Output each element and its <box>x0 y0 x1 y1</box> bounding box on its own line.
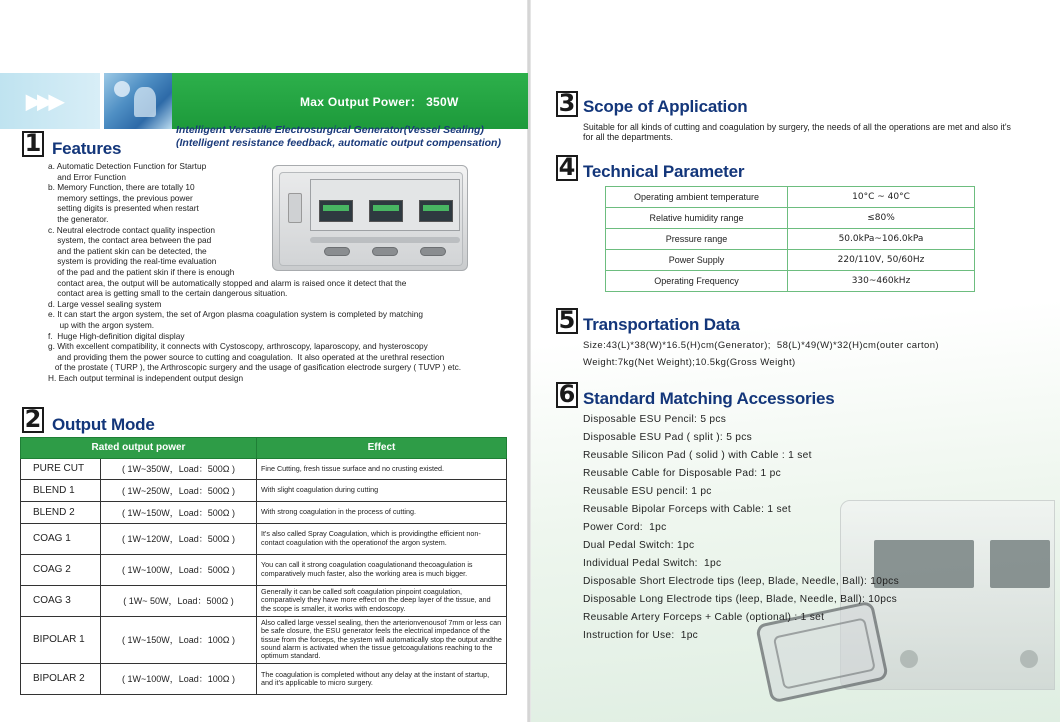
feature-line: of the pad and the patient skin if there is enough <box>48 267 235 277</box>
section-number-5: 5 <box>556 308 578 334</box>
table-row <box>21 480 507 502</box>
feature-line: system is providing the real-time evaluation <box>48 256 217 267</box>
mode-cell: COAG 1 <box>21 523 101 554</box>
feature-line: a. Automatic Detection Function for Startup <box>48 161 207 171</box>
mode-cell: BIPOLAR 1 <box>21 616 101 663</box>
table-row <box>606 250 975 271</box>
power-cell: ( 1W~100W，Load：500Ω ) <box>101 554 257 585</box>
param-value: 220/110V, 50/60Hz <box>788 250 975 271</box>
param-value: 50.0kPa~106.0kPa <box>788 229 975 250</box>
power-cell: ( 1W~ 50W，Load：500Ω ) <box>101 585 257 616</box>
section-number-6: 6 <box>556 382 578 408</box>
effect-cell: With slight coagulation during cutting <box>257 480 507 502</box>
param-label: Operating Frequency <box>606 271 788 292</box>
feature-line: d. Large vessel sealing system <box>48 298 162 309</box>
section-title-output-mode: Output Mode <box>52 415 155 434</box>
table-row <box>21 523 507 554</box>
table-row <box>21 663 507 694</box>
table-row <box>21 554 507 585</box>
list-item: Disposable ESU Pencil: 5 pcs <box>583 414 727 425</box>
list-item: Disposable Long Electrode tips (leep, Blade, Needle, Ball): 10pcs <box>583 594 897 605</box>
feature-line: system, the contact area between the pad <box>48 235 212 246</box>
list-item: Reusable Cable for Disposable Pad: 1 pc <box>583 468 782 479</box>
list-item: Individual Pedal Switch: 1pc <box>583 558 722 569</box>
effect-cell: Fine Cutting, fresh tissue surface and no crusting existed. <box>257 458 507 480</box>
section-number-1: 1 <box>22 131 44 157</box>
effect-cell: You can call it strong coagulation coagulationand thecoagulation is comparatively much faster, also the working area is much bigger. <box>257 554 507 585</box>
mode-cell: BLEND 2 <box>21 501 101 523</box>
table-row <box>606 271 975 292</box>
feature-line: and the patient skin can be detected, the <box>48 245 207 256</box>
mode-cell: COAG 3 <box>21 585 101 616</box>
section-number-4: 4 <box>556 155 578 181</box>
param-label: Pressure range <box>606 229 788 250</box>
technical-parameter-table <box>605 186 975 292</box>
table-row <box>606 187 975 208</box>
surgery-photo <box>104 73 172 129</box>
transport-size: Size:43(L)*38(W)*16.5(H)cm(Generator); 58(L)*49(W)*32(H)cm(outer carton) <box>583 340 939 351</box>
output-mode-table <box>20 437 507 695</box>
param-value: 330~460kHz <box>788 271 975 292</box>
mode-cell: BIPOLAR 2 <box>21 663 101 694</box>
list-item: Instruction for Use: 1pc <box>583 630 699 641</box>
section-title-transportation: Transportation Data <box>583 315 740 334</box>
list-item: Disposable ESU Pad ( split ): 5 pcs <box>583 432 753 443</box>
param-value: ≤80% <box>788 208 975 229</box>
list-item: Reusable Silicon Pad ( solid ) with Cable : 1 set <box>583 450 812 461</box>
table-row <box>21 458 507 480</box>
table-row <box>21 616 507 663</box>
param-label: Power Supply <box>606 250 788 271</box>
feature-line: contact area, the output will be automatically stopped and alarm is raised once it detect that the <box>48 277 407 288</box>
list-item: Reusable Artery Forceps + Cable (optional) : 1 set <box>583 612 825 623</box>
feature-line: f. Huge High-definition digital display <box>48 330 185 341</box>
generator-device-image <box>272 165 468 271</box>
scope-description: Suitable for all kinds of cutting and coagulation by surgery, the needs of all the operations are met and also it's for all the departments. <box>583 122 1011 143</box>
table-row <box>21 501 507 523</box>
chevron-arrows-icon: ▶▶▶ <box>26 91 61 113</box>
feature-line: H. Each output terminal is independent output design <box>48 373 244 383</box>
mode-cell: PURE CUT <box>21 458 101 480</box>
mode-cell: BLEND 1 <box>21 480 101 502</box>
mode-cell: COAG 2 <box>21 554 101 585</box>
feature-line: and Error Function <box>48 171 126 182</box>
section-title-features: Features <box>52 139 122 158</box>
feature-line: g. With excellent compatibility, it connects with Cystoscopy, arthroscopy, laparoscopy, and hysteroscopy <box>48 341 428 352</box>
transport-weight: Weight:7kg(Net Weight);10.5kg(Gross Weight) <box>583 357 796 368</box>
feature-line: e. It can start the argon system, the set of Argon plasma coagulation system is completed by matching <box>48 309 423 320</box>
effect-cell: Generally it can be called soft coagulation pinpoint coagulation, comparatively they have more effect on the deep layer of the tissue, and the scope is smaller, it works with endoscopy. <box>257 585 507 616</box>
section-title-technical: Technical Parameter <box>583 162 745 181</box>
effect-cell: With strong coagulation in the process of cutting. <box>257 501 507 523</box>
table-row <box>606 208 975 229</box>
table-row <box>21 585 507 616</box>
param-value: 10°C ~ 40°C <box>788 187 975 208</box>
header-effect: Effect <box>257 438 507 459</box>
effect-cell: The coagulation is completed without any delay at the instant of startup, and it's applicable to micro surgery. <box>257 663 507 694</box>
section-number-2: 2 <box>22 407 44 433</box>
param-label: Operating ambient temperature <box>606 187 788 208</box>
section-title-scope: Scope of Application <box>583 97 748 116</box>
feature-line: up with the argon system. <box>48 320 155 330</box>
feature-line: and providing them the power source to cutting and coagulation. It also operated at the urethral resection <box>48 351 445 362</box>
list-item: Power Cord: 1pc <box>583 522 667 533</box>
feature-line: b. Memory Function, there are totally 10 <box>48 182 195 193</box>
power-cell: ( 1W~150W，Load：100Ω ) <box>101 616 257 663</box>
feature-line: setting digits is presented when restart <box>48 203 199 214</box>
list-item: Disposable Short Electrode tips (leep, Blade, Needle, Ball): 10pcs <box>583 576 899 587</box>
feature-line: of the prostate ( TURP ), the Arthroscopic surgery and the usage of gasification electrode surgery ( TUVP ) etc. <box>48 362 462 373</box>
power-cell: ( 1W~250W，Load：500Ω ) <box>101 480 257 502</box>
feature-line: the generator. <box>48 214 109 224</box>
power-cell: ( 1W~350W，Load：500Ω ) <box>101 458 257 480</box>
section-title-accessories: Standard Matching Accessories <box>583 389 835 408</box>
feature-line: contact area is getting small to the certain dangerous situation. <box>48 288 288 299</box>
effect-cell: Also called large vessel sealing, then the arterionvenousof 7mm or less can be safe closure, the ESU generator feels the electrical impedance of the tissue from the forceps, the system will automatically stop the output andthe sound alarm is activated when the tissue getcoagulations reaching to the optimum standard. <box>257 616 507 663</box>
power-cell: ( 1W~120W，Load：500Ω ) <box>101 523 257 554</box>
product-subtitle-2: (Intelligent resistance feedback, automatic output compensation) <box>176 137 501 149</box>
section-number-3: 3 <box>556 91 578 117</box>
power-cell: ( 1W~150W，Load：500Ω ) <box>101 501 257 523</box>
table-row <box>606 229 975 250</box>
power-cell: ( 1W~100W，Load：100Ω ) <box>101 663 257 694</box>
table-header-row <box>21 438 507 459</box>
effect-cell: It's also called Spray Coagulation, which is providingthe efficient non-contact coagulation with the operationof the argon system. <box>257 523 507 554</box>
feature-line: memory settings, the previous power <box>48 192 193 203</box>
list-item: Dual Pedal Switch: 1pc <box>583 540 695 551</box>
param-label: Relative humidity range <box>606 208 788 229</box>
feature-line: c. Neutral electrode contact quality inspection <box>48 224 215 235</box>
max-output-power: Max Output Power： 350W <box>300 95 459 109</box>
list-item: Reusable Bipolar Forceps with Cable: 1 set <box>583 504 791 515</box>
header-rated-output-power: Rated output power <box>21 438 257 459</box>
list-item: Reusable ESU pencil: 1 pc <box>583 486 712 497</box>
product-subtitle-1: Intelligent Versatile Electrosurgical Generator(Vessel Sealing) <box>176 124 484 136</box>
